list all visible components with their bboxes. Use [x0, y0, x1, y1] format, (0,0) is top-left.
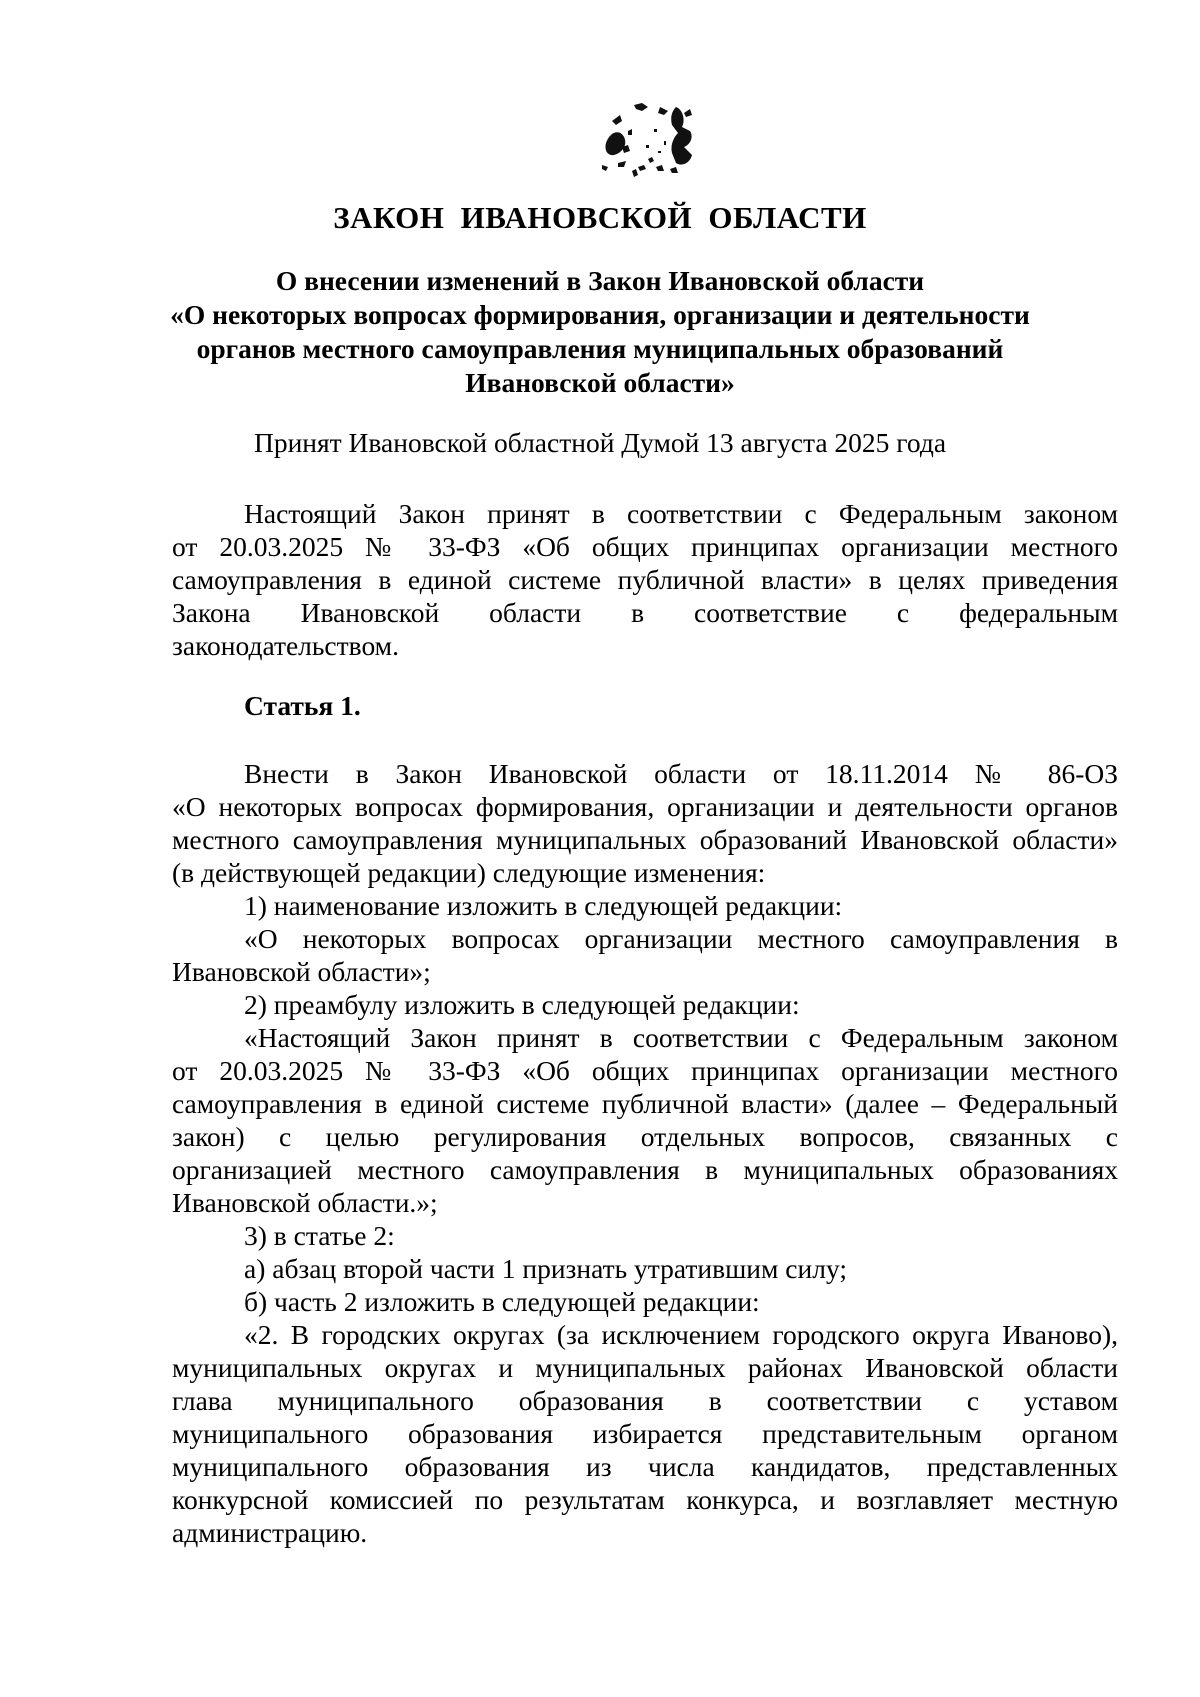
- law-title: ЗАКОН ИВАНОВСКОЙ ОБЛАСТИ: [333, 200, 867, 235]
- text-line: закон) с целью регулирования отдельных вопросов, связанных с: [172, 1121, 1118, 1152]
- adoption-date: Принят Ивановской областной Думой 13 августа 2025 года: [253, 427, 947, 458]
- text-line: администрацию.: [172, 1517, 368, 1548]
- text-line: «О некоторых вопросах организации местного самоуправления в: [244, 923, 1118, 954]
- text-line: 2) преамбулу изложить в следующей редакции:: [244, 989, 800, 1020]
- text-line: конкурсной комиссией по результатам конкурса, и возглавляет местную: [172, 1484, 1118, 1515]
- text-line: 3) в статье 2:: [244, 1220, 395, 1251]
- text-line: «2. В городских округах (за исключением городского округа Иваново),: [244, 1319, 1118, 1350]
- text-line: а) абзац второй части 1 признать утратившим силу;: [244, 1253, 847, 1284]
- text-line: 1) наименование изложить в следующей редакции:: [244, 890, 843, 921]
- subtitle-line: органов местного самоуправления муниципальных образований: [196, 333, 1004, 364]
- article-heading: Статья 1.: [244, 690, 361, 721]
- text-line: Ивановской области.»;: [172, 1187, 438, 1218]
- text-line: местного самоуправления муниципальных образований Ивановской области»: [172, 824, 1118, 855]
- text-line: муниципального образования из числа кандидатов, представленных: [172, 1451, 1118, 1482]
- text-line: от 20.03.2025 № 33-ФЗ «Об общих принципах организации местного: [172, 531, 1118, 562]
- text-line: (в действующей редакции) следующие изменения:: [172, 857, 766, 888]
- text-line: муниципальных округах и муниципальных районах Ивановской области: [172, 1352, 1118, 1383]
- subtitle-line: Ивановской области»: [465, 367, 735, 398]
- text-line: самоуправления в единой системе публичной власти» в целях приведения: [172, 564, 1118, 595]
- text-line: от 20.03.2025 № 33-ФЗ «Об общих принципах организации местного: [172, 1055, 1118, 1086]
- article-body: [172, 757, 1118, 1549]
- text-line: самоуправления в единой системе публичной власти» (далее – Федеральный: [172, 1088, 1118, 1119]
- preamble-paragraph: [172, 497, 1118, 662]
- text-line: глава муниципального образования в соответствии с уставом: [172, 1385, 1118, 1416]
- text-line: «Настоящий Закон принят в соответствии с Федеральным законом: [244, 1022, 1118, 1053]
- text-line: «О некоторых вопросах формирования, организации и деятельности органов: [172, 791, 1118, 822]
- text-line: муниципального образования избирается представительным органом: [172, 1418, 1118, 1449]
- subtitle-line: «О некоторых вопросах формирования, организации и деятельности: [170, 299, 1030, 330]
- coat-of-arms-icon: [598, 101, 703, 179]
- subtitle-line: О внесении изменений в Закон Ивановской области: [275, 265, 925, 296]
- text-line: Внести в Закон Ивановской области от 18.11.2014 № 86-ОЗ: [244, 758, 1118, 789]
- text-line: законодательством.: [172, 630, 399, 661]
- law-subtitle: [120, 264, 1080, 400]
- text-line: Закона Ивановской области в соответствие с федеральным: [172, 597, 1118, 628]
- text-line: Настоящий Закон принят в соответствии с Федеральным законом: [244, 498, 1118, 529]
- text-line: б) часть 2 изложить в следующей редакции:: [244, 1286, 760, 1317]
- text-line: организацией местного самоуправления в муниципальных образованиях: [172, 1154, 1118, 1185]
- text-line: Ивановской области»;: [172, 956, 431, 987]
